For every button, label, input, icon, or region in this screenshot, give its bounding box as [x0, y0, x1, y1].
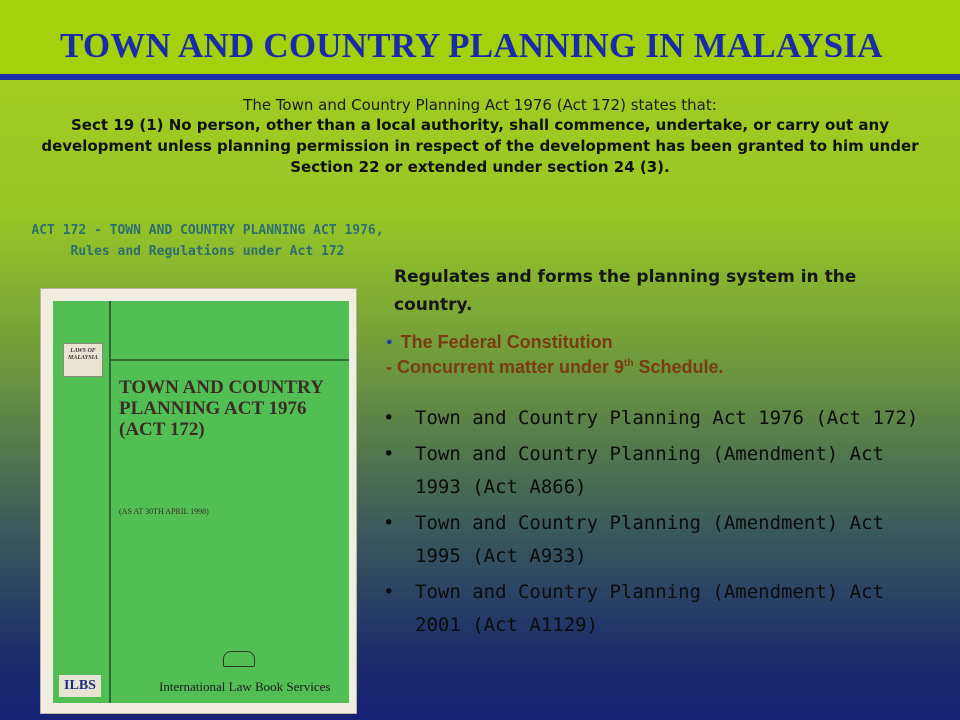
- list-item: [383, 402, 933, 435]
- book-title: TOWN AND COUNTRY PLANNING ACT 1976 (ACT 172): [119, 377, 324, 440]
- intro-block: [30, 96, 930, 178]
- act-172-caption: ACT 172 - TOWN AND COUNTRY PLANNING ACT 1976, Rules and Regulations under Act 172: [31, 223, 384, 259]
- ordinal-suffix: th: [624, 358, 634, 369]
- bullet-icon: •: [383, 443, 395, 465]
- concurrent-prefix: Concurrent matter under 9: [397, 357, 625, 377]
- bullet-icon: •: [383, 407, 395, 429]
- constitution-label: The Federal Constitution: [400, 332, 613, 352]
- section-19-text: Sect 19 (1) No person, other than a local authority, shall commence, undertake, or carry out any development unless planning permission in respect of the development has been granted to him under Section 22 or extended under section 24 (3).: [41, 116, 919, 176]
- ilbs-logo: ILBS: [59, 675, 101, 697]
- list-item: [383, 576, 933, 642]
- laws-of-malaysia-label: LAWS OF MALAYSIA: [63, 343, 103, 377]
- concurrent-suffix: Schedule.: [633, 357, 724, 377]
- bullet-dot-icon: ●: [386, 336, 393, 348]
- title-bar: [0, 0, 960, 74]
- regulates-statement: Regulates and forms the planning system in the country.: [394, 267, 857, 315]
- book-edition: (AS AT 30TH APRIL 1998): [119, 507, 209, 516]
- cover-rule-vertical: [109, 301, 111, 703]
- title-underline: [0, 74, 960, 80]
- book-cover-green: [53, 301, 349, 703]
- act-entry: Town and Country Planning (Amendment) Act 1993 (Act A866): [415, 443, 884, 498]
- act-entry: Town and Country Planning (Amendment) Act 2001 (Act A1129): [415, 581, 884, 636]
- acts-list: [383, 402, 933, 645]
- act-entry: Town and Country Planning (Amendment) Act 1995 (Act A933): [415, 512, 884, 567]
- list-item: [383, 507, 933, 573]
- list-item: [383, 438, 933, 504]
- book-cover-image: [40, 288, 357, 714]
- constitution-bullet: [386, 332, 724, 357]
- publisher-emblem-icon: [223, 651, 255, 667]
- concurrent-matter-line: [386, 357, 724, 382]
- bullet-icon: •: [383, 512, 395, 534]
- slide-title: TOWN AND COUNTRY PLANNING IN MALAYSIA: [60, 26, 883, 65]
- federal-constitution-block: [386, 332, 724, 382]
- dash-icon: -: [386, 357, 392, 377]
- cover-rule-horizontal: [109, 359, 349, 361]
- act-entry: Town and Country Planning Act 1976 (Act 172): [415, 407, 919, 429]
- act-statement: The Town and Country Planning Act 1976 (Act 172) states that:: [243, 96, 717, 114]
- book-publisher: International Law Book Services: [159, 679, 331, 694]
- bullet-icon: •: [383, 581, 395, 603]
